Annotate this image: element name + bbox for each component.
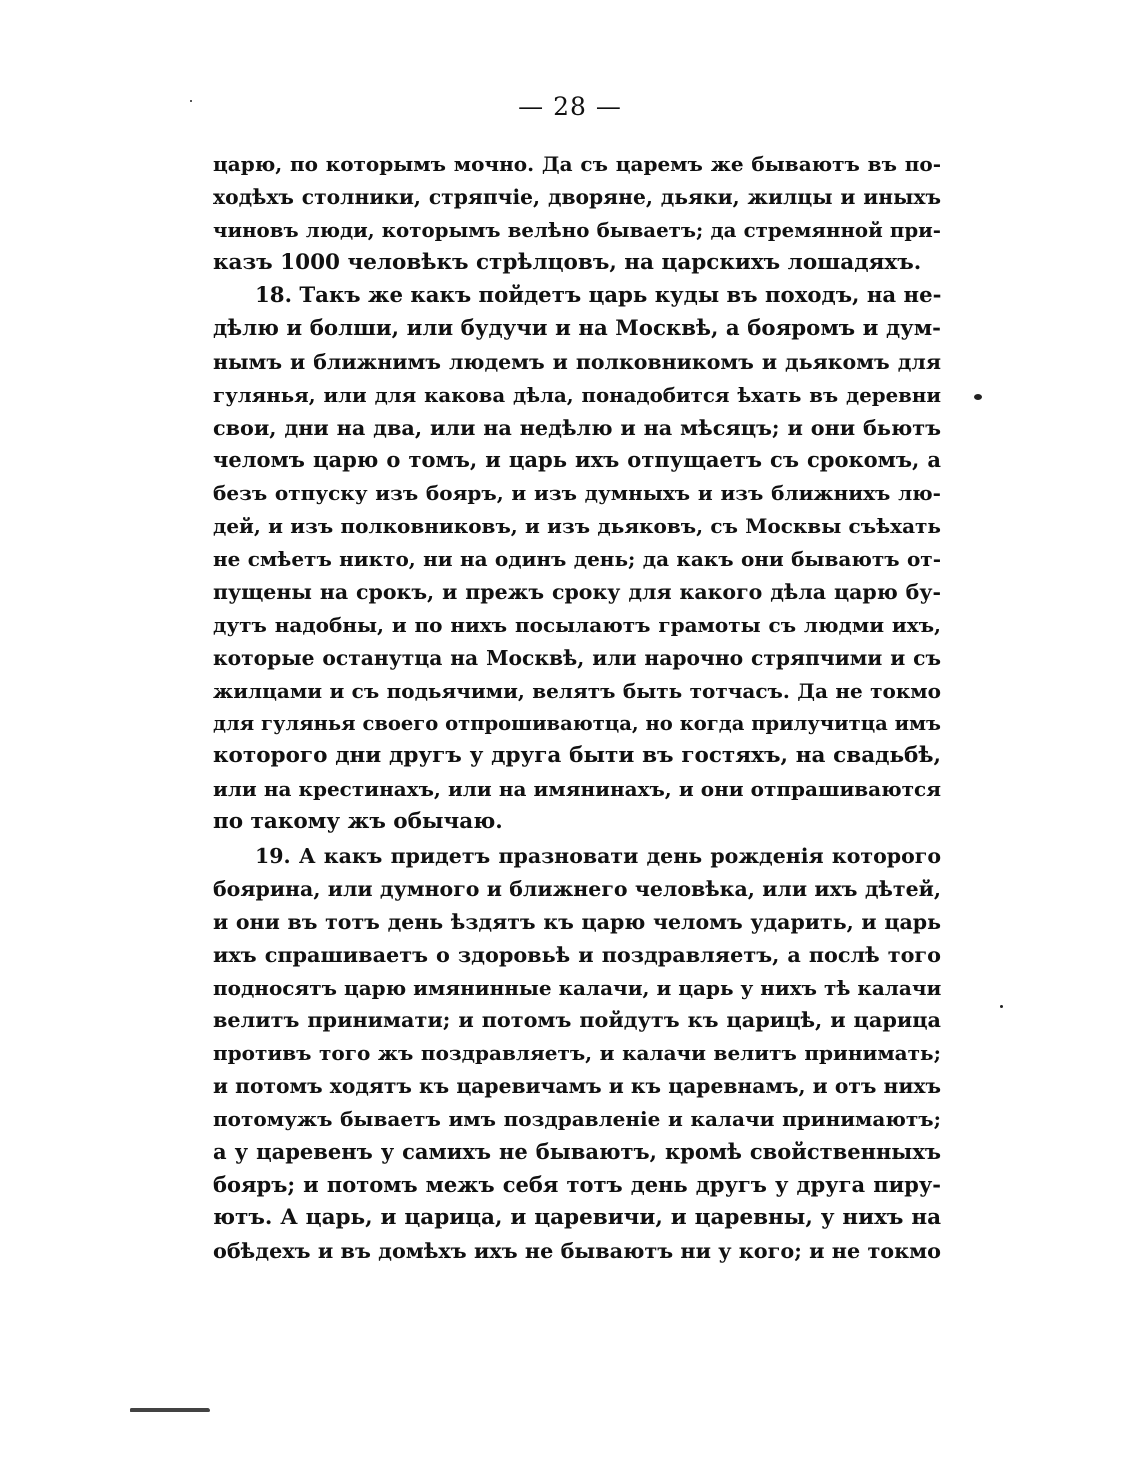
text-line: ходѣхъ столники, стряпчіе, дворяне, дьяки, жилцы и иныхъ: [213, 184, 941, 209]
text-line: 19. А какъ придетъ празновати день рожденія которого: [255, 844, 941, 868]
text-line: которые останутца на Москвѣ, или нарочно стряпчими и съ: [213, 645, 941, 670]
text-line: потомужъ бываетъ имъ поздравленіе и калачи принимаютъ;: [213, 1107, 941, 1132]
text-line: обѣдехъ и въ домѣхъ ихъ не бываютъ ни у кого; и не токмо: [213, 1238, 941, 1263]
text-line: ихъ спрашиваетъ о здоровьѣ и поздравляетъ, а послѣ того: [213, 942, 941, 967]
ink-speck: [1000, 1005, 1003, 1008]
paragraph-19: [213, 840, 941, 1268]
text-line: по такому жъ обычаю.: [213, 809, 503, 835]
text-line: дѣлю и болши, или будучи и на Москвѣ, а бояромъ и дум-: [213, 315, 941, 341]
ink-speck: [190, 100, 192, 102]
text-line: дутъ надобны, и по нихъ посылаютъ грамоты съ людми ихъ,: [213, 612, 941, 637]
text-line: челомъ царю о томъ, и царь ихъ отпущаетъ съ срокомъ, а: [213, 447, 941, 473]
ink-smudge: [130, 1408, 210, 1412]
text-line: царю, по которымъ мочно. Да съ царемъ же бываютъ въ по-: [213, 152, 941, 176]
text-line: и потомъ ходятъ къ царевичамъ и къ царевнамъ, и отъ нихъ: [213, 1074, 941, 1099]
text-line: а у царевенъ у самихъ не бываютъ, кромѣ свойственныхъ: [213, 1139, 941, 1165]
text-line: жилцами и съ подьячими, велятъ быть тотчасъ. Да не токмо: [213, 678, 941, 703]
text-line: безъ отпуску изъ бояръ, и изъ думныхъ и изъ ближнихъ лю-: [213, 481, 941, 506]
text-line: гулянья, или для какова дѣла, понадобится ѣхать въ деревни: [213, 382, 941, 407]
text-line: казъ 1000 человѣкъ стрѣлцовъ, на царскихъ лошадяхъ.: [213, 249, 922, 275]
text-line: дей, и изъ полковниковъ, и изъ дьяковъ, съ Москвы съѣхать: [213, 514, 941, 539]
text-line: для гулянья своего отпрошиваютца, но когда прилучитца имъ: [213, 711, 941, 735]
text-line: подносятъ царю имянинные калачи, и царь у нихъ тѣ калачи: [213, 975, 942, 1000]
text-line: нымъ и ближнимъ людемъ и полковникомъ и дьякомъ для: [213, 349, 941, 374]
text-line: велитъ принимати; и потомъ пойдутъ къ царицѣ, и царица: [213, 1008, 941, 1033]
ink-speck: [974, 394, 982, 400]
text-line: чиновъ люди, которымъ велѣно бываетъ; да стремянной при-: [213, 217, 941, 242]
text-line: противъ того жъ поздравляетъ, и калачи велитъ принимать;: [213, 1041, 941, 1066]
text-line: 18. Такъ же какъ пойдетъ царь куды въ походъ, на не-: [255, 283, 942, 308]
text-line: которого дни другъ у друга быти въ гостяхъ, на свадьбѣ,: [213, 743, 941, 769]
text-line: бояръ; и потомъ межъ себя тотъ день другъ у друга пиру-: [213, 1171, 941, 1197]
paragraph-18: [213, 280, 941, 839]
page-number: — 28 —: [518, 92, 622, 121]
text-line: пущены на срокъ, и прежъ сроку для какого дѣла царю бу-: [213, 580, 941, 605]
text-line: свои, дни на два, или на недѣлю и на мѣсяцъ; и они бьютъ: [213, 415, 941, 440]
paragraph-continued: [213, 148, 941, 280]
text-line: и они въ тотъ день ѣздятъ къ царю челомъ ударить, и царь: [213, 909, 941, 934]
text-line: ютъ. А царь, и царица, и царевичи, и царевны, у нихъ на: [213, 1204, 941, 1230]
text-line: или на крестинахъ, или на имянинахъ, и они отпрашиваются: [213, 777, 941, 802]
text-line: не смѣетъ никто, ни на одинъ день; да какъ они бываютъ от-: [213, 547, 941, 572]
text-line: боярина, или думного и ближнего человѣка, или ихъ дѣтей,: [213, 876, 941, 901]
